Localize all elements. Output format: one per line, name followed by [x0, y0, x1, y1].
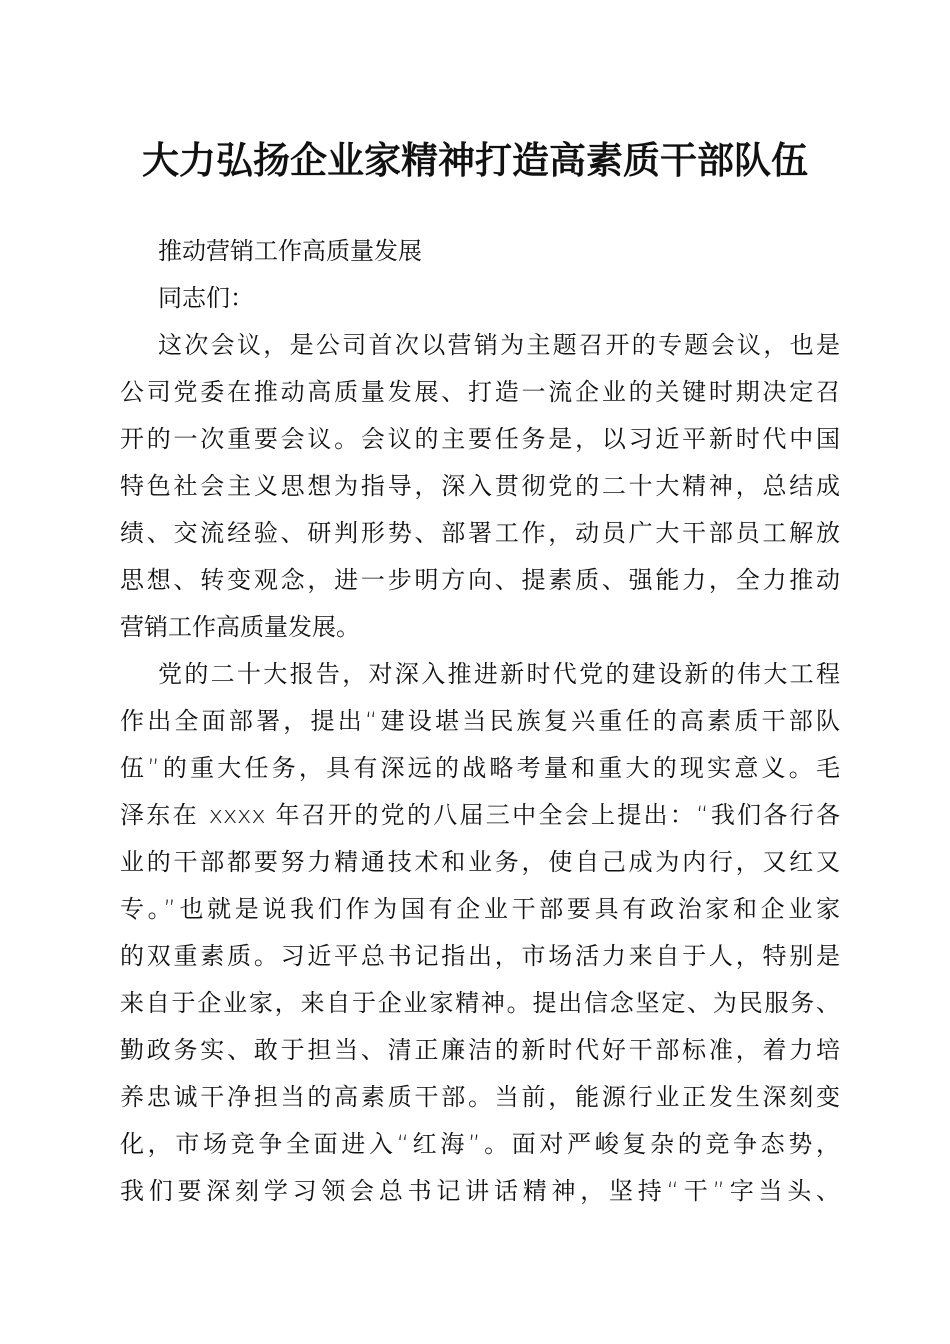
paragraph-line: 公司党委在推动高质量发展、打造一流企业的关键时期决定召	[120, 378, 840, 406]
paragraph-line: 勤政务实、敢于担当、清正廉洁的新时代好干部标准，着力培	[120, 1036, 840, 1064]
paragraph-line: 化，市场竞争全面进入“红海”。面对严峻复杂的竞争态势，	[120, 1130, 840, 1158]
paragraph-line: 来自于企业家，来自于企业家精神。提出信念坚定、为民服务、	[120, 989, 840, 1017]
paragraph-line: 思想、转变观念，进一步明方向、提素质、强能力，全力推动	[120, 566, 840, 594]
paragraph-line: 泽东在 xxxx 年召开的党的八届三中全会上提出：“我们各行各	[120, 801, 840, 829]
paragraph-line: 营销工作高质量发展。	[120, 613, 360, 641]
paragraph-line: 这次会议，是公司首次以营销为主题召开的专题会议，也是	[158, 331, 840, 359]
salutation: 同志们：	[158, 284, 254, 312]
paragraph-line: 党的二十大报告，对深入推进新时代党的建设新的伟大工程	[158, 660, 840, 688]
document-title: 大力弘扬企业家精神打造高素质干部队伍	[142, 138, 808, 182]
paragraph-line: 作出全面部署，提出“建设堪当民族复兴重任的高素质干部队	[120, 707, 840, 735]
paragraph-line: 我们要深刻学习领会总书记讲话精神，坚持“干”字当头、	[120, 1177, 840, 1205]
paragraph-line: 伍”的重大任务，具有深远的战略考量和重大的现实意义。毛	[120, 754, 840, 782]
paragraph-line: 业的干部都要努力精通技术和业务，使自己成为内行，又红又	[120, 848, 840, 876]
paragraph-line: 特色社会主义思想为指导，深入贯彻党的二十大精神，总结成	[120, 472, 840, 500]
paragraph-lines	[120, 322, 840, 1215]
paragraph-line: 专。”也就是说我们作为国有企业干部要具有政治家和企业家	[120, 895, 840, 923]
document-body	[120, 228, 840, 1215]
paragraph-line: 绩、交流经验、研判形势、部署工作，动员广大干部员工解放	[120, 519, 840, 547]
paragraph-line: 养忠诚干净担当的高素质干部。当前，能源行业正发生深刻变	[120, 1083, 840, 1111]
paragraph-line: 的双重素质。习近平总书记指出，市场活力来自于人，特别是	[120, 942, 840, 970]
paragraph-line: 开的一次重要会议。会议的主要任务是，以习近平新时代中国	[120, 425, 840, 453]
document-subtitle: 推动营销工作高质量发展	[158, 237, 422, 265]
